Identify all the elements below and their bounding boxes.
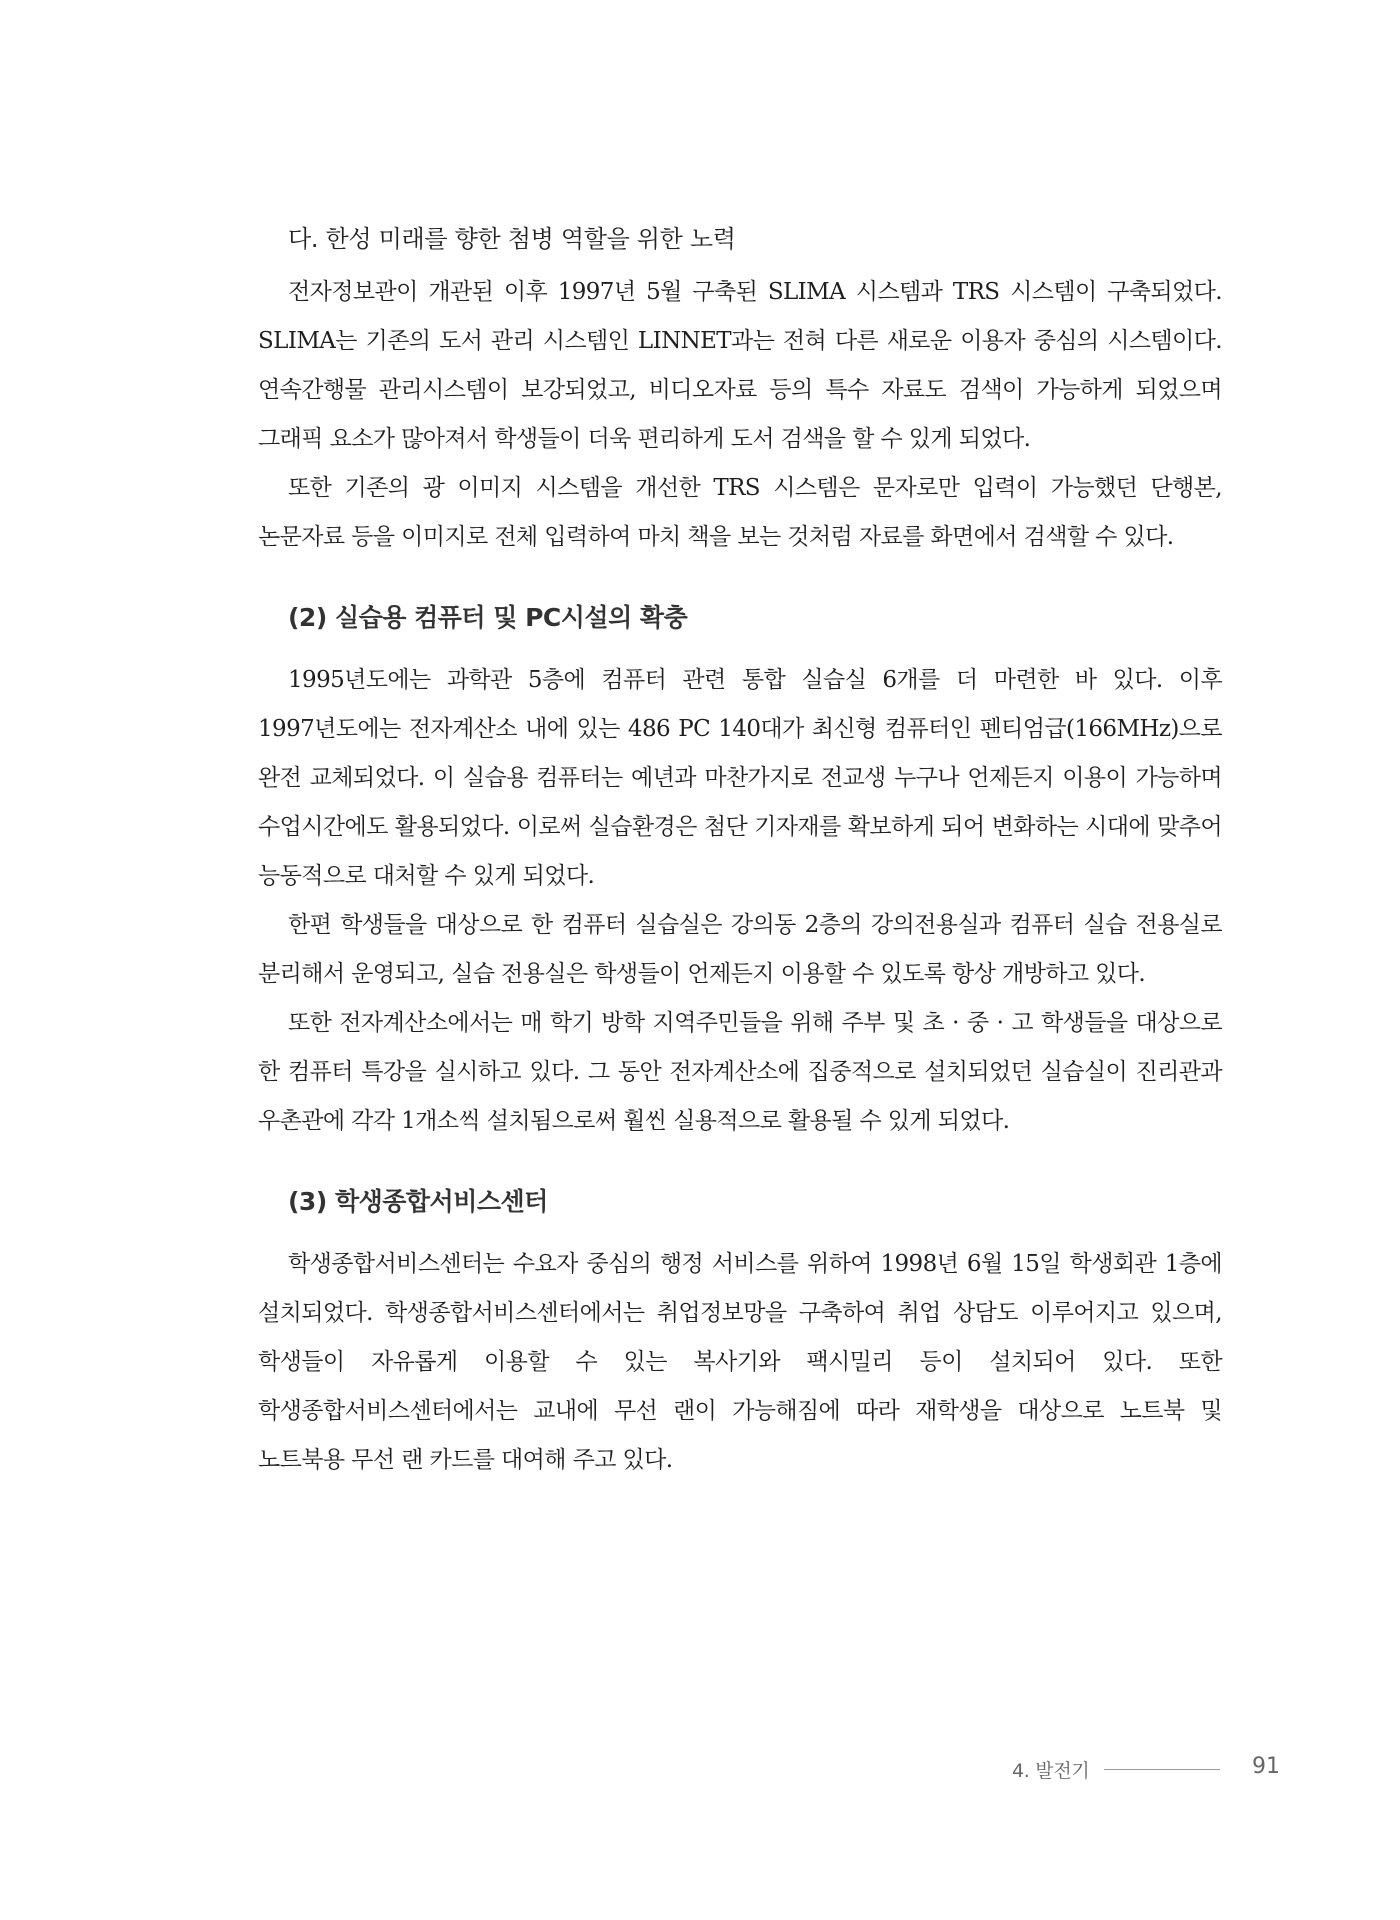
footer-chapter-label: 4. 발전기	[1012, 1760, 1090, 1782]
page-footer	[1000, 1754, 1290, 1784]
paragraph: 1995년도에는 과학관 5층에 컴퓨터 관련 통합 실습실 6개를 더 마련한 바 있다. 이후 1997년도에는 전자계산소 내에 있는 486 PC 140대가 최신형 컴퓨터인 펜티엄급(166MHz)으로 완전 교체되었다. 이 실습용 컴퓨터는 예년과 마찬가지로 전교생 누구나 언제든지 이용이 가능하며 수업시간에도 활용되었다. 이로써 실습환경은 첨단 기자재를 확보하게 되어 변화하는 시대에 맞추어 능동적으로 대처할 수 있게 되었다.	[258, 667, 1222, 889]
paragraph: 또한 전자계산소에서는 매 학기 방학 지역주민들을 위해 주부 및 초 · 중 · 고 학생들을 대상으로 한 컴퓨터 특강을 실시하고 있다. 그 동안 전자계산소에 집중적으로 설치되었던 실습실이 진리관과 우촌관에 각각 1개소씩 설치됨으로써 훨씬 실용적으로 활용될 수 있게 되었다.	[258, 1010, 1222, 1134]
page-number: 91	[1252, 1754, 1280, 1779]
paragraph: 한편 학생들을 대상으로 한 컴퓨터 실습실은 강의동 2층의 강의전용실과 컴퓨터 실습 전용실로 분리해서 운영되고, 실습 전용실은 학생들이 언제든지 이용할 수 있도록 항상 개방하고 있다.	[258, 912, 1222, 987]
page-content	[258, 222, 1222, 1485]
paragraph: 또한 기존의 광 이미지 시스템을 개선한 TRS 시스템은 문자로만 입력이 가능했던 단행본, 논문자료 등을 이미지로 전체 입력하여 마치 책을 보는 것처럼 자료를 화면에서 검색할 수 있다.	[258, 475, 1222, 550]
paragraph: 학생종합서비스센터는 수요자 중심의 행정 서비스를 위하여 1998년 6월 15일 학생회관 1층에 설치되었다. 학생종합서비스센터에서는 취업정보망을 구축하여 취업 상담도 이루어지고 있으며, 학생들이 자유롭게 이용할 수 있는 복사기와 팩시밀리 등이 설치되어 있다. 또한 학생종합서비스센터에서는 교내에 무선 랜이 가능해짐에 따라 재학생을 대상으로 노트북 및 노트북용 무선 랜 카드를 대여해 주고 있다.	[258, 1251, 1222, 1473]
footer-divider-line	[1104, 1769, 1220, 1770]
paragraph: 전자정보관이 개관된 이후 1997년 5월 구축된 SLIMA 시스템과 TRS 시스템이 구축되었다. SLIMA는 기존의 도서 관리 시스템인 LINNET과는 전혀 다른 새로운 이용자 중심의 시스템이다. 연속간행물 관리시스템이 보강되었고, 비디오자료 등의 특수 자료도 검색이 가능하게 되었으며 그래픽 요소가 많아져서 학생들이 더욱 편리하게 도서 검색을 할 수 있게 되었다.	[258, 279, 1222, 452]
section-title: (2) 실습용 컴퓨터 및 PC시설의 확충	[288, 603, 688, 632]
section-title: (3) 학생종합서비스센터	[288, 1187, 548, 1216]
subsection-heading: 다. 한성 미래를 향한 첨병 역할을 위한 노력	[288, 225, 736, 253]
